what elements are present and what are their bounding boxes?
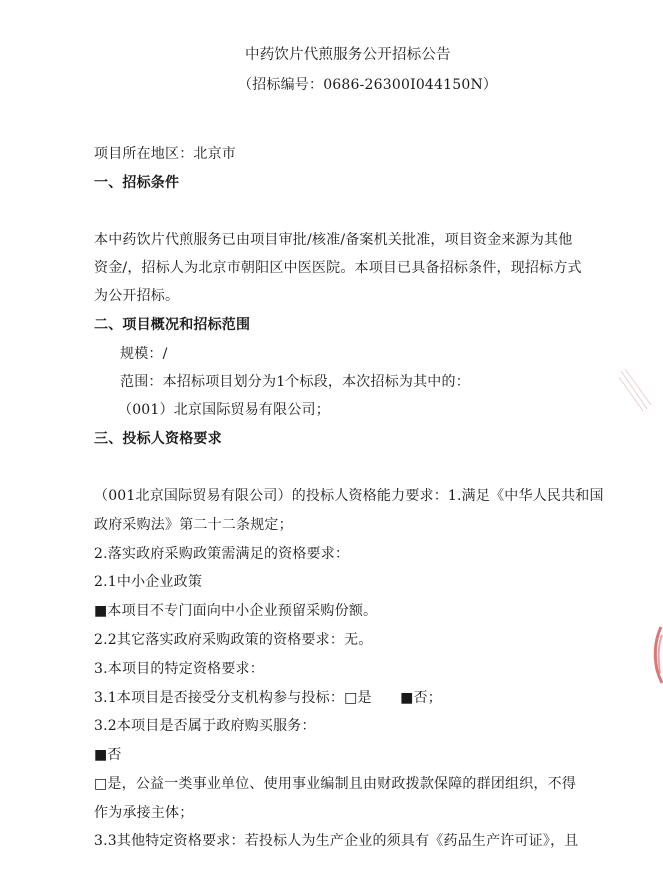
section-heading-project-overview: 二、项目概况和招标范围: [94, 317, 251, 333]
section1-paragraph-line: 为公开招标。: [94, 288, 180, 304]
qualification-line: ■否: [94, 747, 122, 763]
qualification-line: □是，公益一类事业单位、使用事业编制且由财政拨款保障的群团组织，不得: [94, 776, 577, 792]
qualification-line: （001北京国际贸易有限公司）的投标人资格能力要求：1.满足《中华人民共和国: [94, 488, 604, 504]
red-seal-edge: [651, 625, 663, 685]
document-title: 中药饮片代煎服务公开招标公告: [245, 47, 451, 63]
project-scale: 规模：/: [120, 346, 168, 362]
qualification-line: 2.1中小企业政策: [94, 574, 203, 590]
qualification-line: 2.2其它落实政府采购政策的资格要求：无。: [94, 632, 373, 648]
project-scope: 范围：本招标项目划分为1个标段，本次招标为其中的：: [120, 374, 470, 390]
section1-paragraph-line: 资金/，招标人为北京市朝阳区中医医院。本项目已具备招标条件，现招标方式: [94, 260, 582, 276]
qualification-line: 3.本项目的特定资格要求：: [94, 661, 264, 677]
qualification-line: 3.1本项目是否接受分支机构参与投标：□是 ■否；: [94, 690, 442, 706]
qualification-line: 3.2本项目是否属于政府购买服务：: [94, 718, 316, 734]
section-heading-bidder-qualifications: 三、投标人资格要求: [94, 431, 222, 447]
qualification-line: 政府采购法》第二十二条规定；: [94, 517, 293, 533]
qualification-line: 作为承接主体；: [94, 805, 194, 821]
section-heading-bidding-conditions: 一、招标条件: [94, 175, 180, 191]
scan-mark: [617, 365, 657, 415]
region-line: 项目所在地区：北京市: [94, 146, 236, 162]
qualification-line: ■本项目不专门面向中小企业预留采购份额。: [94, 603, 378, 619]
bid-number: （招标编号：0686-26300I044150N）: [238, 77, 498, 93]
project-lot: （001）北京国际贸易有限公司；: [118, 402, 330, 418]
section1-paragraph-line: 本中药饮片代煎服务已由项目审批/核准/备案机关批准，项目资金来源为其他: [94, 232, 573, 248]
qualification-line: 2.落实政府采购政策需满足的资格要求：: [94, 546, 350, 562]
qualification-line: 3.3其他特定资格要求：若投标人为生产企业的须具有《药品生产许可证》，且: [94, 833, 579, 849]
